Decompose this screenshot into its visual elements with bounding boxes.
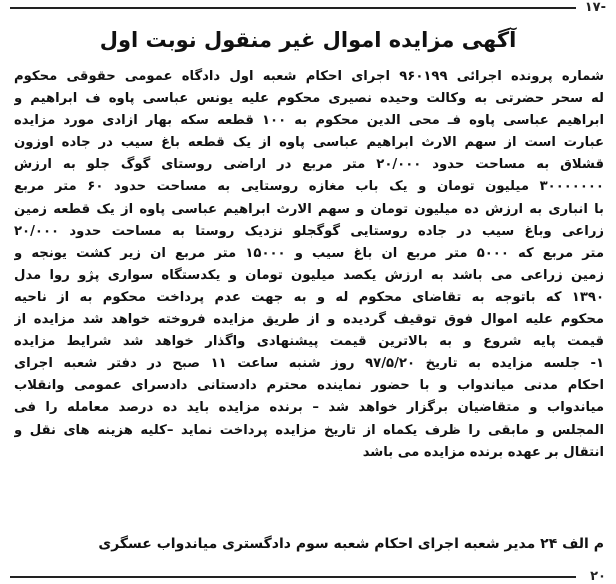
notice-body-line: قیمت پایه شروع و به بالاترین قیمت پیشنهادی واگذار خواهد شد شرایط مزایده — [14, 334, 604, 350]
notice-body — [14, 66, 604, 464]
notice-body-line: انتقال بر عهده برنده مزایده می باشد — [362, 444, 604, 460]
notice-body-line: شماره پرونده اجرائی ۹۶۰۱۹۹ اجرای احکام شعبه اول دادگاه عمومی حقوقی محکوم — [14, 69, 604, 84]
notice-body-line: زراعی وباغ سیب در جاده روستایی گوگجلو نزدیک روستا به مساحت حدود ۲۰/۰۰۰ — [14, 223, 604, 239]
notice-body-line: قشلاق به مساحت حدود ۲۰/۰۰۰ متر مربع در اراضی روستای گوگ جلو به ارزش — [14, 157, 604, 173]
notice-body-line: متر مربع که ۵۰۰۰ متر مربع ان باغ سیب و ۱۵۰۰۰ متر مربع ان زیر کشت یونجه و — [14, 245, 604, 261]
notice-body-line: المجلس و مابقی را ظرف یکماه از تاریخ مزایده پرداخت نماید –کلیه هزینه های نقل و — [14, 422, 604, 438]
notice-body-line: ۳۰۰۰۰۰۰۰ میلیون تومان و یک باب مغازه روستایی به مساحت حدود ۶۰ متر مربع — [14, 179, 604, 195]
notice-body-line: احکام مدنی میاندواب و با حضور نماینده محترم دادستانی دادسرای عمومی وانقلاب — [14, 378, 604, 394]
notice-body-line: له سحر حضرتی به وکالت وحیده نصیری محکوم علیه یونس عباسی پاوه ف ابراهیم و — [14, 91, 604, 107]
notice-body-line: محکوم علیه اموال فوق توقیف گردیده و از طریق مزایده فروخته خواهد شد مزایده از — [14, 312, 604, 328]
bottom-divider — [10, 576, 576, 578]
notice-body-line: زمین زراعی می باشد به ارزش یکصد میلیون تومان و یکدستگاه سواری پژو روا مدل — [14, 267, 604, 283]
notice-body-line: ۱- جلسه مزایده به تاریخ ۹۷/۵/۲۰ روز شنبه ساعت ۱۱ صبح در دفتر شعبه اجرای — [14, 356, 604, 372]
notice-body-line: ابراهیم عباسی پاوه فـ محی الدین محکوم به ۱۰۰ قطعه سکه بهار ازادی مورد مزایده — [14, 113, 604, 129]
notice-body-line: با انباری به ارزش ده میلیون تومان و سهم الارث ابراهیم عباسی پاوه از یک قطعه زمین — [14, 201, 604, 217]
top-divider — [10, 7, 576, 9]
notice-body-line: میاندواب و متقاضیان برگزار خواهد شد – برنده مزایده باید ده درصد معامله را فی — [14, 400, 604, 416]
notice-title: آگهی مزایده اموال غیر منقول نوبت اول — [99, 28, 517, 52]
notice-body-line: ۱۳۹۰ که باتوجه به تقاضای محکوم له و به جهت عدم پرداخت محکوم به از ناحیه — [14, 289, 604, 305]
notice-body-line: عبارت است از سهم الارث ابراهیم عباسی پاوه از یک قطعه باغ سیب در جاده اوزون — [14, 135, 604, 151]
page-number-bottom: ۲۰ — [590, 569, 606, 584]
page-number-top: ۱۷- — [584, 0, 606, 15]
notice-signature: م الف ۲۴ مدیر شعبه اجرای احکام شعبه سوم دادگستری میاندواب عسگری — [98, 536, 604, 552]
